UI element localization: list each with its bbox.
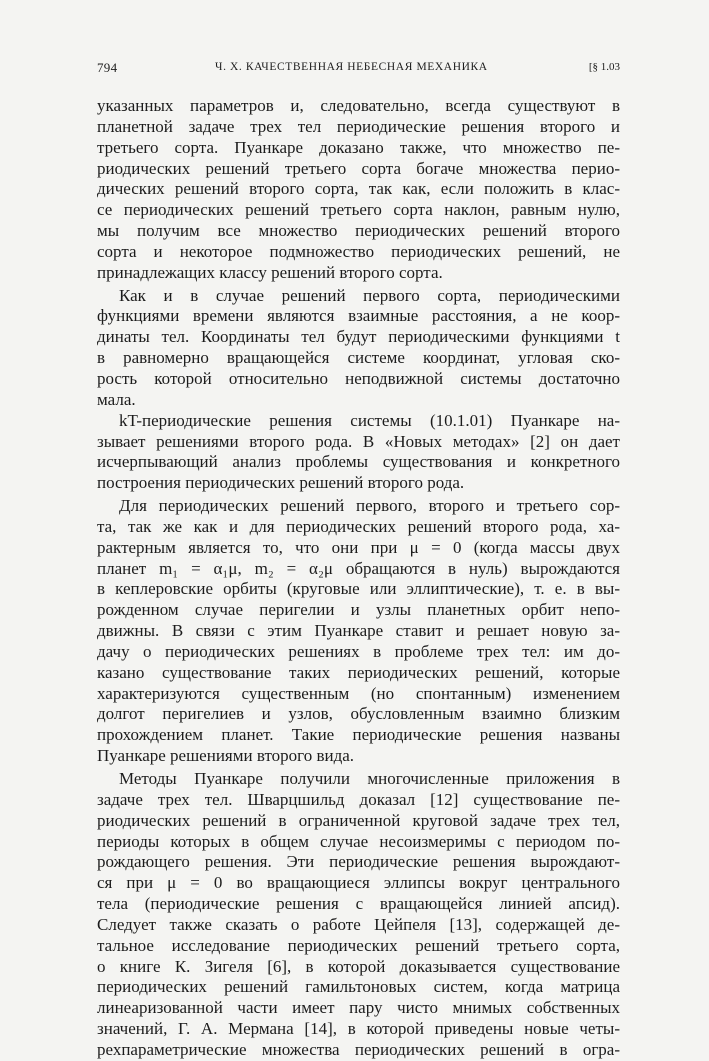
text-line: сорта и некоторое подмножество периодических решений, не — [97, 241, 620, 261]
text-line: рехпараметрические множества периодических решений в огра- — [97, 1039, 620, 1059]
text-line: мала. — [97, 389, 136, 409]
text-line: тела (периодические решения с вращающейся линией апсид). — [97, 894, 620, 914]
text-line: kT-периодические решения системы (10.1.01) Пуанкаре на- — [119, 410, 620, 430]
text-line: динаты тел. Координаты тел будут периодическими функциями t — [97, 327, 620, 347]
text-line: Методы Пуанкаре получили многочисленные приложения в — [119, 769, 620, 788]
text-line: принадлежащих классу решений второго сорта. — [97, 262, 443, 282]
text-line: рость которой относительно неподвижной системы достаточно — [97, 368, 620, 388]
text-line: та, так же как и для периодических решений второго рода, ха- — [97, 516, 620, 536]
text-line: периодических решений гамильтоновых систем, когда матрица — [97, 977, 620, 997]
text-line: риодических решений в ограниченной круговой задаче трех тел, — [97, 810, 620, 830]
text-line: рожденном случае перигелии и узлы планетных орбит непо- — [97, 600, 620, 620]
text-line: рактерным является то, что они при μ = 0 (когда массы двух — [97, 537, 620, 557]
text-line: ся при μ = 0 во вращающиеся эллипсы вокруг центрального — [97, 873, 620, 893]
section-marker: [§ 1.03 — [588, 61, 620, 73]
text-line: тальное исследование периодических решений третьего сорта, — [97, 935, 620, 955]
text-line: долгот перигелиев и узлов, обусловленным взаимно близким — [97, 704, 620, 724]
page-header — [97, 60, 620, 78]
text-line: планет m₁ = α₁μ, m₂ = α₂μ обращаются в нуль) вырождаются — [97, 558, 620, 578]
page-number: 794 — [97, 60, 118, 75]
text-line: казано существование таких периодических решений, которые — [97, 662, 620, 682]
text-line: характеризуются существенным (но спонтанным) изменением — [97, 683, 620, 703]
text-line: мы получим все множество периодических решений второго — [97, 221, 620, 241]
text-line: указанных параметров и, следовательно, всегда существуют в — [97, 96, 620, 115]
text-line: риодических решений третьего сорта богаче множества перио- — [97, 158, 620, 178]
text-line: в кеплеровские орбиты (круговые или эллиптические), т. е. в вы- — [97, 579, 620, 599]
text-line: задаче трех тел. Шварцшильд доказал [12] существование пе- — [97, 789, 620, 809]
text-line: третьего сорта. Пуанкаре доказано также, что множество пе- — [97, 137, 620, 157]
text-line: линеаризованной части имеет пару чисто мнимых собственных — [97, 998, 620, 1018]
text-line: се периодических решений третьего сорта наклон, равным нулю, — [97, 200, 620, 220]
text-line: исчерпывающий анализ проблемы существования и конкретного — [97, 452, 620, 472]
text-line: Для периодических решений первого, второго и третьего сор- — [119, 496, 620, 516]
text-line: дачу о периодических решениях в проблеме трех тел: им до- — [97, 641, 620, 661]
text-line: прохождением планет. Такие периодические решения названы — [97, 725, 620, 745]
text-line: Следует также сказать о работе Цейпеля [13], содержащей де- — [97, 914, 620, 934]
text-line: в равномерно вращающейся системе координат, угловая ско- — [97, 348, 620, 368]
text-line: Как и в случае решений первого сорта, периодическими — [119, 285, 620, 305]
body-text — [97, 96, 620, 1061]
text-line: Пуанкаре решениями второго вида. — [97, 746, 355, 766]
text-line: движны. В связи с этим Пуанкаре ставит и решает новую за- — [97, 621, 620, 641]
text-line: рождающего решения. Эти периодические решения вырождают- — [97, 852, 620, 872]
text-line: дических решений второго сорта, так как, если положить в клас- — [97, 179, 620, 199]
text-line: периоды которых в общем случае несоизмеримы с периодом по- — [97, 831, 620, 851]
text-line: значений, Г. А. Мермана [14], в которой приведены новые четы- — [97, 1019, 620, 1039]
running-title: Ч. X. КАЧЕСТВЕННАЯ НЕБЕСНАЯ МЕХАНИКА — [215, 61, 488, 73]
text-line: о книге К. Зигеля [6], в которой доказывается существование — [97, 956, 620, 976]
text-line: планетной задаче трех тел периодические решения второго и — [97, 116, 620, 136]
text-line: функциями времени являются взаимные расстояния, а не коор- — [97, 306, 620, 326]
text-line: зывает решениями второго рода. В «Новых методах» [2] он дает — [97, 431, 620, 451]
text-line: построения периодических решений второго рода. — [97, 473, 465, 493]
